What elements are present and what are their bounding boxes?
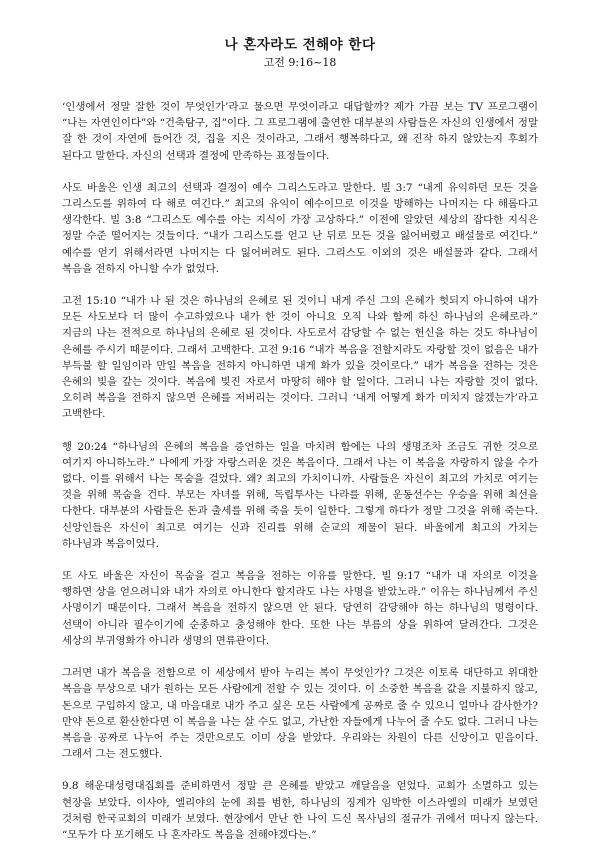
paragraph: 고전 15:10 “내가 나 된 것은 하나님의 은혜로 된 것이니 내게 주신 그의 은혜가 헛되지 아니하여 내가 모든 사도보다 더 많이 수고하였으나 내가 한 것이 아니요 오직 나와 함께 하신 하나님의 은혜로라.” 지금의 나는 전적으로 하나님의 은혜로 된 것이다. 사도로서 감당할 수 없는 헌신을 하는 것도 하나님이 은혜를 주시기 때문이다. 그래서 고백한다. 고전 9:16 “내가 복음을 전할지라도 자랑할 것이 없음은 내가 부득불 할 일임이라 만일 복음을 전하지 아니하면 내게 화가 있을 것이로다.” 내가 복음을 전하는 것은 은혜의 빚을 갚는 것이다. 복음에 빚진 자로서 마땅히 해야 할 일이다. 그러니 나는 자랑할 것이 없다. 오히려 복음을 전하지 않으면 은혜를 저버리는 것이다. 그러니 ‘내게 어떻게 화가 미치지 않겠는가’라고 고백한다. [62, 295, 538, 421]
paragraph: 행 20:24 “하나님의 은혜의 복음을 증언하는 일을 마치려 함에는 나의 생명조차 조금도 귀한 것으로 여기지 아니하노라.” 나에게 가장 자랑스러운 것은 복음이다. 그래서 나는 이 복음을 자랑하지 않을 수가 없다. 이를 위해서 나는 목숨을 걸었다. 왜? 최고의 가치이니까. 사람들은 자신이 최고의 가치로 여기는 것을 위해 목숨을 건다. 부모는 자녀를 위해, 독립투사는 나라를 위해, 운동선수는 우승을 위해 최선을 다한다. 대부분의 사람들은 돈과 출세를 위해 죽을 듯이 일한다. 그렇게 하다가 정말 그것을 위해 죽는다. 신앙인들은 자신이 최고로 여기는 신과 진리를 위해 순교의 제물이 된다. 바울에게 최고의 가치는 하나님과 복음이었다. [62, 440, 538, 550]
scripture-reference: 고전 9:16~18 [263, 56, 337, 69]
paragraph: 9.8 해운대성령대집회를 준비하면서 정말 큰 은혜를 받았고 깨달음을 얻었다. 교회가 소멸하고 있는 현장을 보았다. 이사야, 엘리야의 눈에 죄를 범한, 하나님의 징계가 임박한 이스라엘의 미래가 보였던 것처럼 한국교회의 미래가 보였다. 현장에서 만난 한 나이 드신 목사님의 절규가 귀에서 떠나지 않는다. “모두가 다 포기해도 나 혼자라도 복음을 전해야겠다는.” [62, 780, 538, 841]
paragraph: ‘인생에서 정말 잘한 것이 무엇인가’라고 물으면 무엇이라고 대답할까? 제가 가끔 보는 TV 프로그램이 “나는 자연인이다”와 “건축탐구, 집”이다. 그 프로그램에 출연한 대부분의 사람들은 자신의 인생에서 정말 잘 한 것이 자연에 들어간 것, 집을 지은 것이라고, 그래서 행복하다고, 왜 진작 하지 않았는지 후회가 된다고 말한다. 자신의 선택과 결정에 만족하는 표정들이다. [62, 101, 538, 162]
document-body [62, 99, 538, 843]
paragraph: 그러면 내가 복음을 전함으로 이 세상에서 받아 누리는 복이 무엇인가? 그것은 이토록 대단하고 위대한 복음을 무상으로 내가 원하는 모든 사람에게 전할 수 있는 것이다. 이 소중한 복음을 값을 지불하지 않고, 돈으로 구입하지 않고, 내 마음대로 내가 주고 싶은 모든 사람에게 공짜로 줄 수 있으니 얼마나 감사한가? 만약 돈으로 환산한다면 이 복음을 나는 살 수도 없고, 가난한 자들에게 나누어 줄 수도 없다. 그러니 나는 복음을 공짜로 나누어 주는 것만으로도 이미 상을 받았다. 우리와는 차원이 다른 신앙이고 믿음이다. 그래서 그는 전도했다. [62, 667, 538, 761]
paragraph: 사도 바울은 인생 최고의 선택과 결정이 예수 그리스도라고 말한다. 빌 3:7 “내게 유익하던 모든 것을 그리스도를 위하여 다 해로 여긴다.” 최고의 유익이 예수이므로 이것을 방해하는 나머지는 다 해롭다고 생각한다. 빌 3:8 “그리스도 예수를 아는 지식이 가장 고상하다.” 이전에 알았던 세상의 잡다한 지식은 정말 수준 떨어지는 것들이다. “내가 그리스도를 얻고 난 뒤로 모든 것을 잃어버렸고 배설물로 여긴다.” 예수를 얻기 위해서라면 나머지는 다 잃어버려도 된다. 그리스도 이외의 것은 배설물과 같다. 그래서 복음을 전하지 아니할 수가 없었다. [62, 181, 538, 275]
document-title: 나 혼자라도 전해야 한다 [224, 37, 376, 53]
paragraph: 또 사도 바울은 자신이 목숨을 걸고 복음을 전하는 이유를 말한다. 빌 9:17 “내가 내 자의로 이것을 행하면 상을 얻으려니와 내가 자의로 아니한다 할지라도 나는 사명을 받았노라.” 이유는 하나님께서 주신 사명이기 때문이다. 그래서 복음을 전하지 않으면 안 된다. 당연히 감당해야 하는 하나님의 명령이다. 선택이 아니라 필수이기에 순종하고 충성해야 한다. 또한 나는 부름의 상을 위하여 달려간다. 그것은 세상의 부귀영화가 아니라 생명의 면류관이다. [62, 570, 538, 647]
